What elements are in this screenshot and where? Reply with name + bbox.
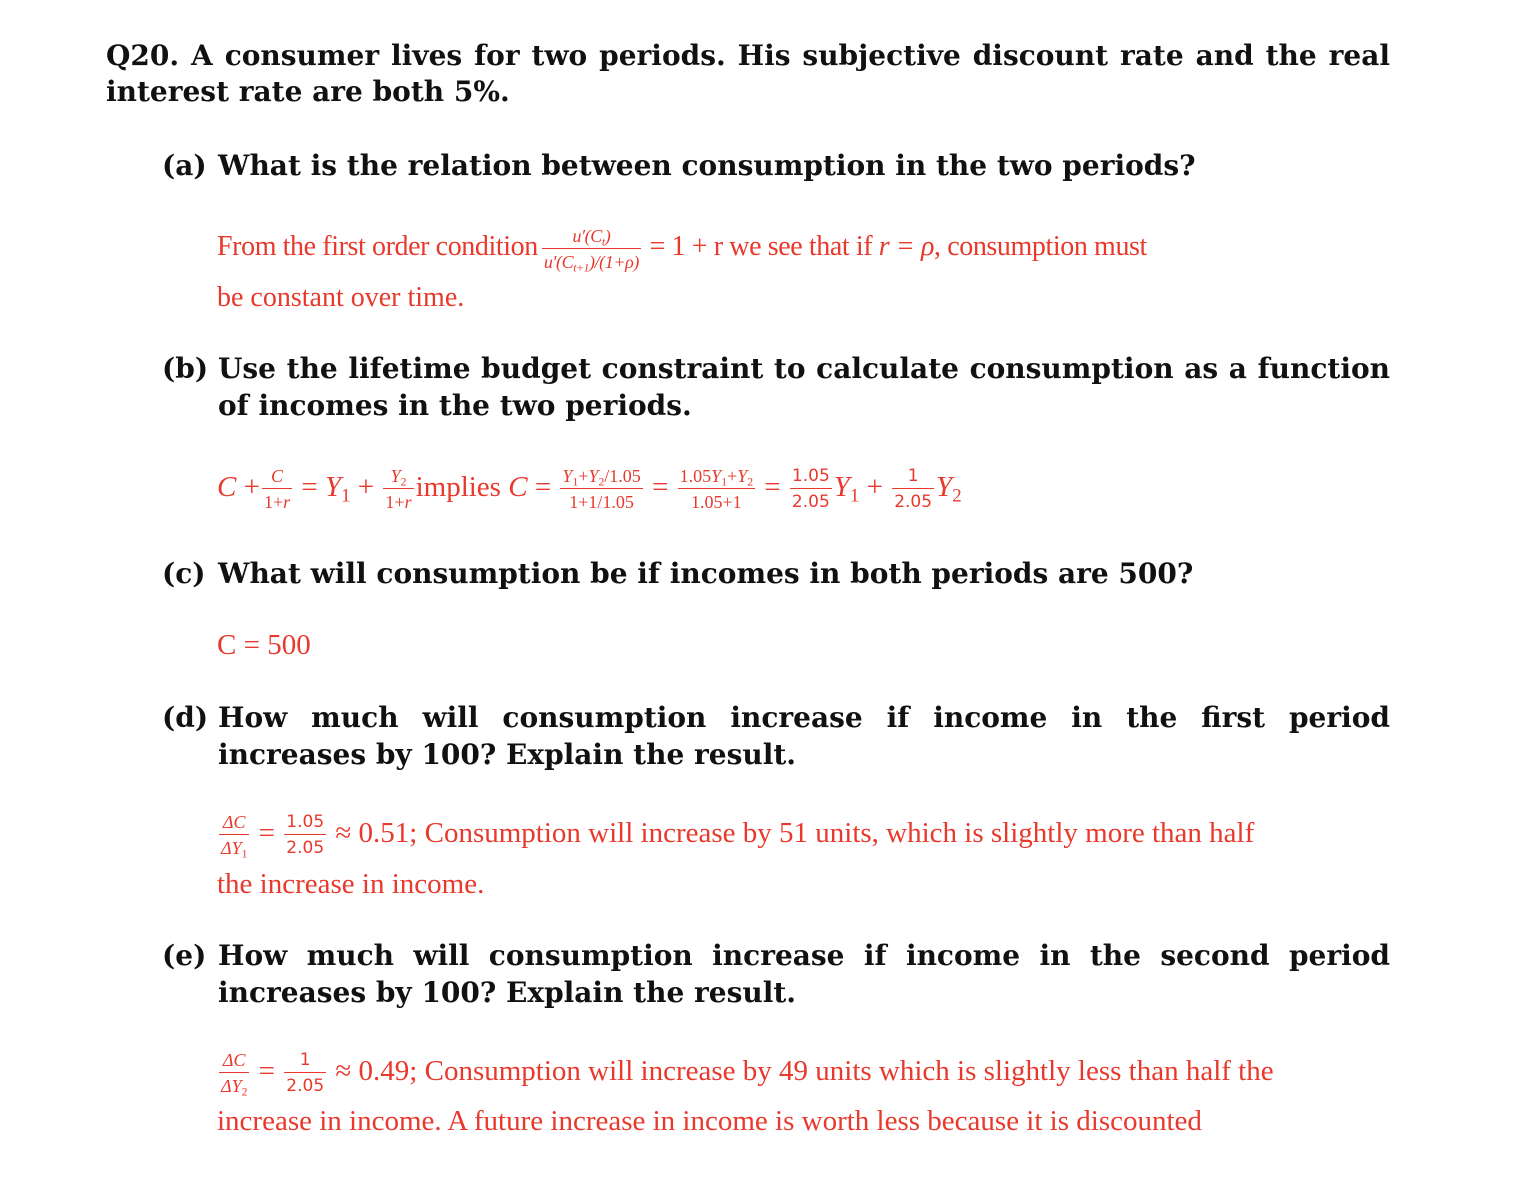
part-e-question [162,937,1390,1011]
part-a-condition: r = ρ [878,231,934,262]
part-a-answer-suffix: , consumption must [934,231,1147,262]
foc-den-end: )/(1+ρ) [588,251,639,272]
part-d-question [162,699,1390,773]
part-e-delta-fraction: $\frac{\Delta C}{\Delta Y_2}$ [221,1050,248,1099]
part-a-answer [217,222,1392,275]
part-e-num: 1 [284,1051,326,1073]
question-title: Q20. A consumer lives for two periods. His subjective discount rate and the real interest rate are both 5%. [106,39,1390,108]
part-d-delta-fraction: $\frac{\Delta C}{\Delta Y_1}$ [221,812,248,861]
part-a-foc-fraction [542,225,641,275]
foc-den-sub: t+1 [573,261,589,275]
budget-fraction-c: $\frac{C}{1+r}$ [263,466,291,513]
part-d-coef-fraction [284,813,326,857]
part-d-num: 1.05 [284,813,326,835]
part-d-label: (d) [162,701,209,734]
foc-num: u′(C [572,225,602,246]
foc-num-sub: t [601,235,605,249]
foc-den: u′(C [543,251,574,272]
part-a-label: (a) [162,149,207,182]
part-a-question [162,147,1390,184]
solution-fraction-1: $\frac{Y_1+Y_2/1.05}{1+1/1.05}$ [562,466,641,513]
foc-equals: = 1 + r [642,231,723,262]
part-e-text: How much will consumption increase if income in the second period increases by 100? Explain the result. [218,939,1390,1009]
solution-fraction-2: $\frac{1.05Y_1+Y_2}{1.05+1}$ [679,466,754,513]
part-a-answer-prefix: From the first order condition [217,231,538,262]
solution-coef-1: $\frac{1.05}{2.05}$ [791,466,830,513]
part-c-question [162,555,1390,592]
part-d-answer-line2: the increase in income. [217,868,485,900]
part-c-label: (c) [162,557,206,590]
part-b-label: (b) [162,352,209,385]
solution-coef-2: $\frac{1}{2.05}$ [894,466,933,513]
part-a-text: What is the relation between consumption in the two periods? [218,149,1196,182]
part-d-answer: $\frac{\Delta C}{\Delta Y_1}$ = $\frac{1.05}{2.05}$ ≈ 0.51; Consumption will increase by 51 units, which is slightly more than half [221,812,1255,861]
budget-fraction-y2: $\frac{Y_2}{1+r}$ [385,466,412,513]
part-d-text: How much will consumption increase if income in the first period increases by 100? Explain the result. [218,701,1390,771]
part-b-implies: implies [415,471,501,503]
part-e-den: 2.05 [286,1076,325,1097]
part-e-answer: $\frac{\Delta C}{\Delta Y_2}$ = $\frac{1}{2.05}$ ≈ 0.49; Consumption will increase by 49 units which is slightly less than half the [221,1050,1274,1099]
part-b-question [162,350,1390,424]
foc-num-end: ) [604,225,611,246]
part-d-den: 2.05 [286,838,325,859]
part-b-answer: C + $\frac{C}{1+r}$ = $Y_1$ + $\frac{Y_2}{1+r}$ implies C = $\frac{Y_1+Y_2/1.05}{1+1/1.05}$ = $\frac{1.05Y_1+Y_2}{1.05+1}$ = $\frac{1.05}{2.05}$ $Y_1$ + $\frac{1}{2.05}$ $Y_2$ [217,466,962,513]
part-c-text: What will consumption be if incomes in both periods are 500? [218,557,1194,590]
part-a-answer-mid: we see that if [722,231,879,262]
part-b-text: Use the lifetime budget constraint to calculate consumption as a function of incomes in the two periods. [218,352,1390,422]
part-d-answer-text: ≈ 0.51; Consumption will increase by 51 units, which is slightly more than half [335,817,1255,849]
part-e-label: (e) [162,939,207,972]
part-e-answer-text: ≈ 0.49; Consumption will increase by 49 units which is slightly less than half the [335,1055,1274,1087]
part-a-answer-line2: be constant over time. [217,282,465,313]
part-c-answer: C = 500 [217,629,311,661]
part-e-coef-fraction [284,1051,326,1095]
part-e-answer-line2: increase in income. A future increase in income is worth less because it is discounted [217,1105,1202,1137]
